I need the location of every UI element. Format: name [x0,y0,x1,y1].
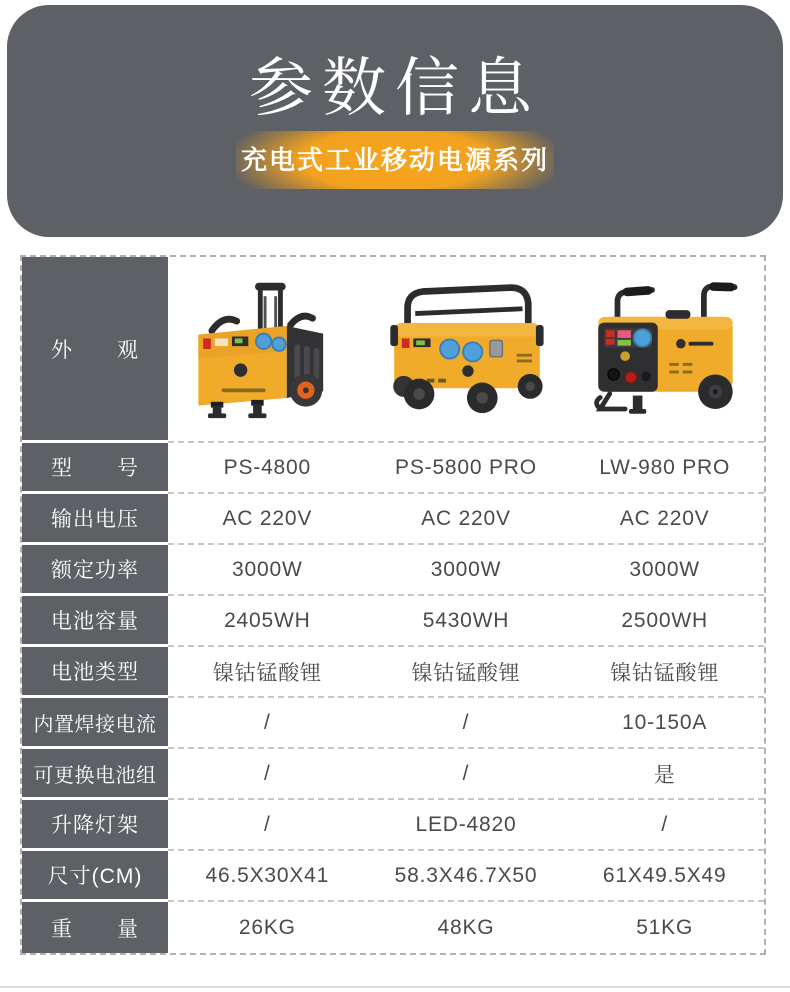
product-image-lw-980-pro [565,257,764,441]
capacity-value-2: 5430WH [422,608,510,632]
power-value-3: 3000W [629,557,700,581]
voltage-value-1: AC 220V [222,506,313,530]
welding-value-2: / [462,710,470,734]
appearance-cells [168,257,764,443]
page-subtitle: 充电式工业移动电源系列 [236,131,554,189]
table-row-welding-current [22,698,764,749]
bottom-divider [0,986,790,988]
welding-value-1: / [264,710,271,734]
capacity-value-1: 2405WH [224,608,311,632]
table-row-battery-type [22,647,764,698]
table-row-dimensions [22,851,764,902]
table-row-swappable-battery [22,749,764,800]
row-label: 可更换电池组 [22,749,168,800]
model-value-3: LW-980 PRO [599,455,731,479]
model-value-2: PS-5800 PRO [395,455,537,479]
swappable-value-2: / [462,761,470,785]
spec-table [20,255,766,955]
voltage-value-3: AC 220V [619,506,710,530]
row-label: 电池类型 [22,647,168,698]
swappable-value-3: 是 [653,763,676,787]
battery-type-value-3: 镍钴锰酸锂 [610,661,720,685]
light-mast-value-2: LED-4820 [415,812,517,836]
power-value-2: 3000W [430,557,502,581]
weight-value-3: 51KG [636,915,694,939]
page-title: 参数信息 [249,52,541,124]
battery-type-value-1: 镍钴锰酸锂 [212,661,322,685]
weight-value-1: 26KG [238,915,296,939]
row-label: 型 号 [22,443,168,494]
table-row-battery-capacity [22,596,764,647]
header-banner [7,5,783,237]
light-mast-value-3: / [661,812,668,836]
product-image-ps-5800-pro [367,257,566,441]
light-mast-value-1: / [264,812,271,836]
lw-980-pro-illustration [581,273,749,425]
capacity-value-3: 2500WH [621,608,708,632]
table-row-output-voltage [22,494,764,545]
table-row-weight [22,902,764,953]
row-label: 额定功率 [22,545,168,596]
battery-type-value-2: 镍钴锰酸锂 [411,661,521,685]
model-value-1: PS-4800 [223,455,311,479]
row-label: 升降灯架 [22,800,168,851]
ps-5800-pro-illustration [375,274,557,424]
row-label: 电池容量 [22,596,168,647]
row-label: 重 量 [22,902,168,953]
row-label: 尺寸(CM) [22,851,168,902]
table-row-rated-power [22,545,764,596]
product-image-ps-4800 [168,257,367,441]
row-label: 输出电压 [22,494,168,545]
ps-4800-illustration [183,274,351,424]
dimensions-value-3: 61X49.5X49 [602,863,727,887]
weight-value-2: 48KG [437,915,495,939]
row-label: 内置焊接电流 [22,698,168,749]
row-label-appearance: 外 观 [22,257,168,443]
table-row-appearance [22,257,764,443]
dimensions-value-2: 58.3X46.7X50 [394,863,538,887]
welding-value-3: 10-150A [622,710,708,734]
swappable-value-1: / [264,761,271,785]
voltage-value-2: AC 220V [421,506,511,530]
power-value-1: 3000W [232,557,303,581]
table-row-light-mast [22,800,764,851]
dimensions-value-1: 46.5X30X41 [205,863,330,887]
table-row-model [22,443,764,494]
